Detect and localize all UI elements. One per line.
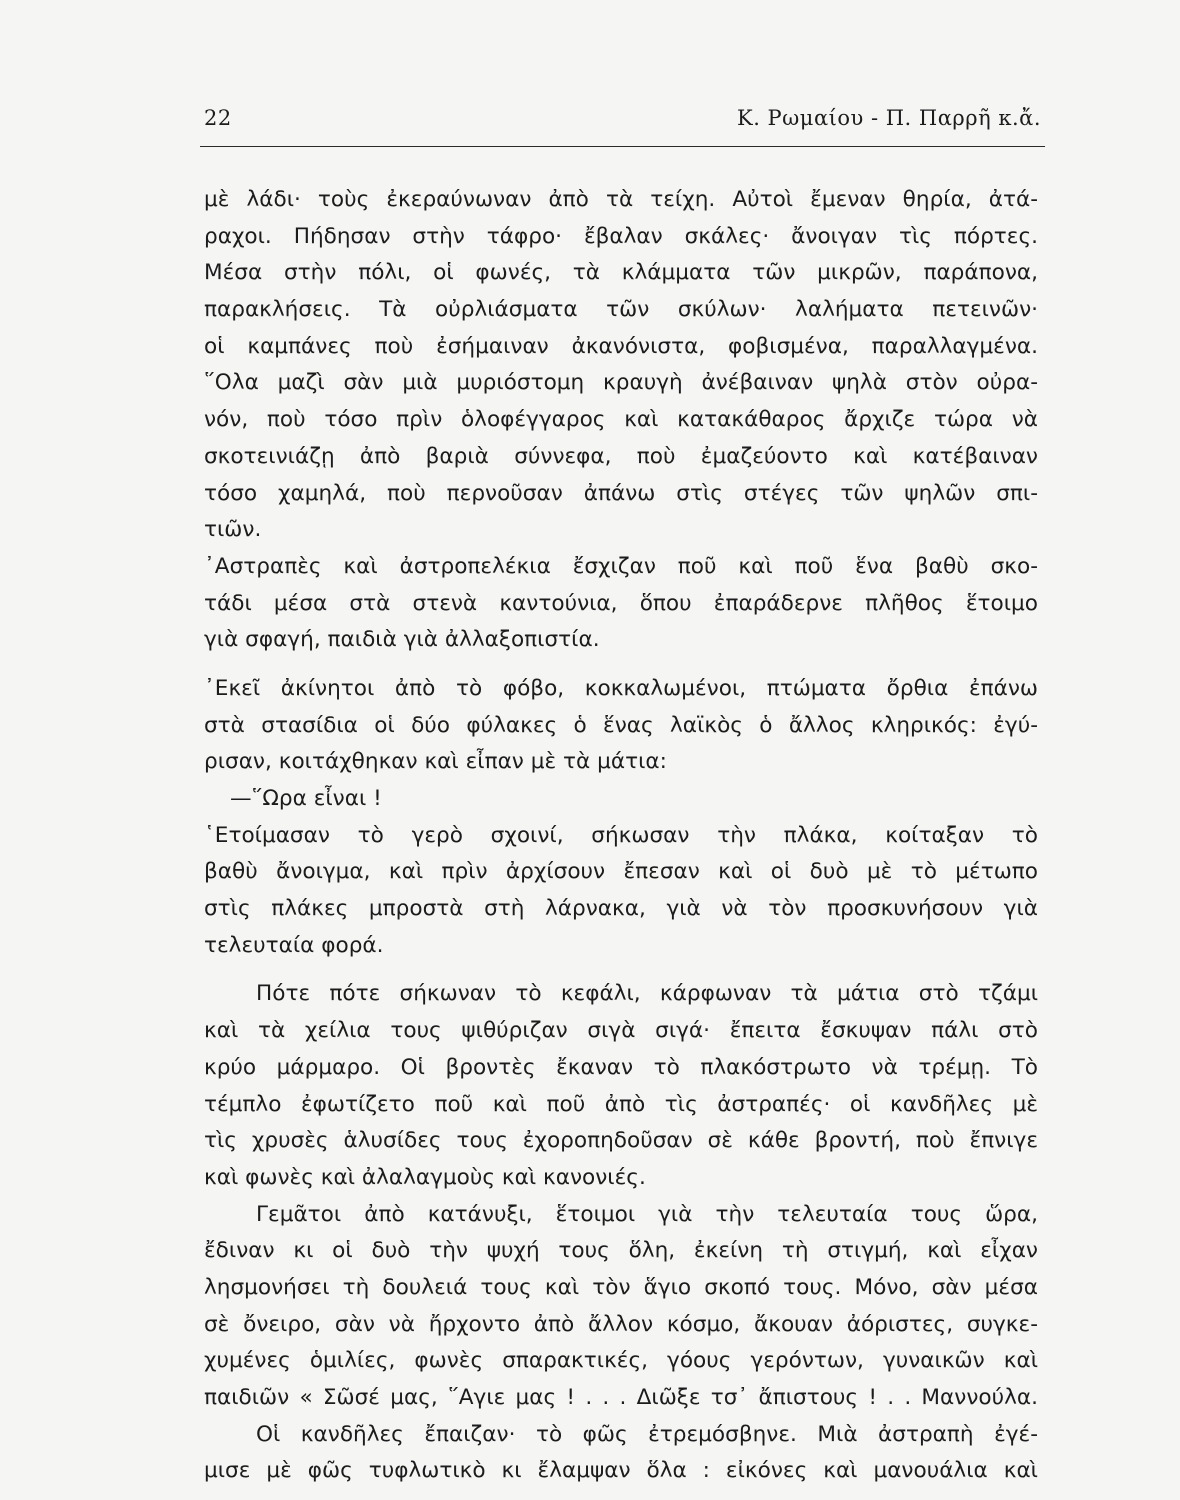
text-line: χυμένες ὁμιλίες, φωνὲς σπαρακτικές, γόους γερόντων, γυναικῶν καὶ	[204, 1348, 1038, 1374]
body-text	[204, 182, 1038, 1490]
dialogue-line: —῞Ωρα εἶναι !	[230, 786, 382, 811]
text-line: μὲ λάδι· τοὺς ἐκεραύνωναν ἀπὸ τὰ τείχη. Αὐτοὶ ἔμεναν θηρία, ἀτά-	[204, 187, 1038, 212]
text-line: μισε μὲ φῶς τυφλωτικὸ κι ἔλαμψαν ὅλα : εἰκόνες καὶ μανουάλια καὶ	[204, 1458, 1038, 1484]
text-line: ᾿Αστραπὲς καὶ ἀστροπελέκια ἔσχιζαν ποῦ καὶ ποῦ ἕνα βαθὺ σκο-	[204, 553, 1038, 579]
text-line: σκοτεινιάζῃ ἀπὸ βαριὰ σύννεφα, ποὺ ἐμαζεύοντο καὶ κατέβαιναν	[204, 443, 1038, 469]
text-line: Οἱ κανδῆλες ἔπαιζαν· τὸ φῶς ἐτρεμόσβηνε. Μιὰ ἀστραπὴ ἐγέ-	[256, 1421, 1038, 1447]
text-line: ραχοι. Πήδησαν στὴν τάφρο· ἔβαλαν σκάλες· ἄνοιγαν τὶς πόρτες.	[204, 223, 1038, 249]
text-line: παρακλήσεις. Τὰ οὐρλιάσματα τῶν σκύλων· λαλήματα πετεινῶν·	[204, 297, 1038, 323]
text-line: τόσο χαμηλά, ποὺ περνοῦσαν ἀπάνω στὶς στέγες τῶν ψηλῶν σπι-	[204, 480, 1038, 506]
running-head: Κ. Ρωμαίου - Π. Παρρῆ κ.ἄ.	[737, 106, 1041, 130]
text-line: ἔδιναν κι οἱ δυὸ τὴν ψυχή τους ὅλη, ἐκείνη τὴ στιγμή, καὶ εἶχαν	[204, 1238, 1038, 1264]
page-header	[200, 102, 1045, 147]
text-line: Μέσα στὴν πόλι, οἱ φωνές, τὰ κλάμματα τῶν μικρῶν, παράπονα,	[204, 260, 1038, 286]
text-line: Πότε πότε σήκωναν τὸ κεφάλι, κάρφωναν τὰ μάτια στὸ τζάμι	[256, 981, 1038, 1007]
text-line: καὶ τὰ χείλια τους ψιθύριζαν σιγὰ σιγά· ἔπειτα ἔσκυψαν πάλι στὸ	[204, 1018, 1038, 1044]
text-line: ρισαν, κοιτάχθηκαν καὶ εἶπαν μὲ τὰ μάτια:	[204, 749, 667, 775]
text-line: νόν, ποὺ τόσο πρὶν ὁλοφέγγαρος καὶ κατακάθαρος ἄρχιζε τώρα νὰ	[204, 407, 1038, 433]
text-line: ῾Ετοίμασαν τὸ γερὸ σχοινί, σήκωσαν τὴν πλάκα, κοίταξαν τὸ	[204, 822, 1038, 848]
text-line: λησμονήσει τὴ δουλειά τους καὶ τὸν ἅγιο σκοπό τους. Μόνο, σὰν μέσα	[204, 1274, 1038, 1300]
text-line: παιδιῶν « Σῶσέ μας, ῞Αγιε μας ! . . . Διῶξε τσ᾿ ἄπιστους ! . . Μαννούλα.	[204, 1385, 1038, 1410]
text-line: καὶ φωνὲς καὶ ἀλαλαγμοὺς καὶ κανονιές.	[204, 1164, 646, 1190]
text-line: ῞Ολα μαζὶ σὰν μιὰ μυριόστομη κραυγὴ ἀνέβαιναν ψηλὰ στὸν οὐρα-	[204, 370, 1038, 396]
text-line: κρύο μάρμαρο. Οἱ βροντὲς ἔκαναν τὸ πλακόστρωτο νὰ τρέμῃ. Τὸ	[204, 1054, 1038, 1080]
text-line: βαθὺ ἄνοιγμα, καὶ πρὶν ἀρχίσουν ἔπεσαν καὶ οἱ δυὸ μὲ τὸ μέτωπο	[204, 859, 1038, 885]
text-line: ᾿Εκεῖ ἀκίνητοι ἀπὸ τὸ φόβο, κοκκαλωμένοι, πτώματα ὄρθια ἐπάνω	[204, 675, 1038, 701]
text-line: τελευταία φορά.	[204, 932, 384, 958]
text-line: γιὰ σφαγή, παιδιὰ γιὰ ἀλλαξοπιστία.	[204, 627, 600, 653]
text-line: στὰ στασίδια οἱ δύο φύλακες ὁ ἕνας λαϊκὸς ὁ ἄλλος κληρικός: ἐγύ-	[204, 712, 1038, 738]
text-line: τέμπλο ἐφωτίζετο ποῦ καὶ ποῦ ἀπὸ τὶς ἀστραπές· οἱ κανδῆλες μὲ	[204, 1091, 1038, 1117]
text-line: τάδι μέσα στὰ στενὰ καντούνια, ὅπου ἐπαράδερνε πλῆθος ἕτοιμο	[204, 590, 1038, 616]
text-line: οἱ καμπάνες ποὺ ἐσήμαιναν ἀκανόνιστα, φοβισμένα, παραλλαγμένα.	[204, 333, 1038, 359]
text-line: Γεμᾶτοι ἀπὸ κατάνυξι, ἕτοιμοι γιὰ τὴν τελευταία τους ὥρα,	[256, 1201, 1038, 1227]
page-number: 22	[204, 106, 232, 130]
text-line: σὲ ὄνειρο, σὰν νὰ ἤρχοντο ἀπὸ ἄλλον κόσμο, ἄκουαν ἀόριστες, συγκε-	[204, 1311, 1038, 1337]
text-line: τιῶν.	[204, 517, 262, 543]
text-line: τὶς χρυσὲς ἁλυσίδες τους ἐχοροπηδοῦσαν σὲ κάθε βροντή, ποὺ ἔπνιγε	[204, 1128, 1038, 1154]
text-line: στὶς πλάκες μπροστὰ στὴ λάρνακα, γιὰ νὰ τὸν προσκυνήσουν γιὰ	[204, 896, 1038, 922]
